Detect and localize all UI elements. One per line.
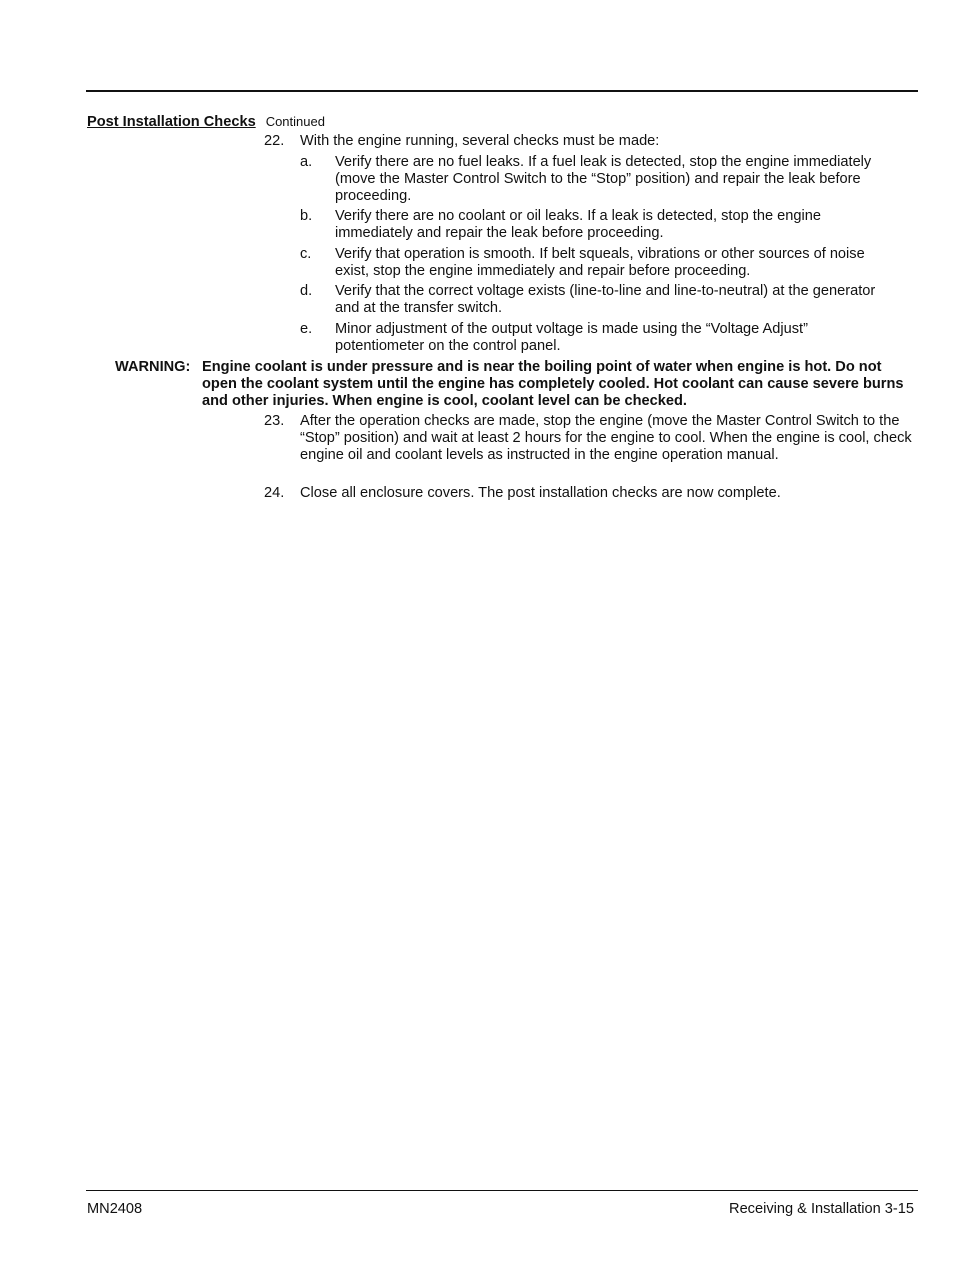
- item-text: Verify there are no fuel leaks. If a fuel leak is detected, stop the engine immediately (move the Master Control Switch to the “Stop” position) and repair the leak before proceeding.: [335, 154, 872, 204]
- step-number: 23.: [264, 413, 285, 429]
- step-22-item-b: [300, 208, 880, 242]
- header-rule: [86, 90, 918, 92]
- step-text: With the engine running, several checks must be made:: [300, 133, 660, 149]
- item-text: Verify that operation is smooth. If belt squeals, vibrations or other sources of noise exist, stop the engine immediately and repair before proceeding.: [335, 246, 865, 279]
- step-22-item-a: [300, 154, 880, 205]
- item-letter: e.: [300, 321, 313, 337]
- step-text: After the operation checks are made, stop the engine (move the Master Control Switch to the “Stop” position) and wait at least 2 hours for the engine to cool. When the engine is cool, check engine oil and coolant levels as instructed in the engine operation manual.: [300, 413, 912, 463]
- section-title: Post Installation Checks: [87, 114, 256, 130]
- step-22: [264, 133, 918, 150]
- section-heading: [87, 113, 325, 131]
- step-22-item-c: [300, 246, 880, 280]
- step-number: 22.: [264, 133, 285, 149]
- footer-rule: [86, 1190, 918, 1191]
- step-23: [264, 413, 918, 464]
- item-letter: d.: [300, 283, 313, 299]
- item-letter: a.: [300, 154, 313, 170]
- step-text: Close all enclosure covers. The post installation checks are now complete.: [300, 485, 781, 501]
- step-22-item-e: [300, 321, 880, 355]
- warning-text: Engine coolant is under pressure and is near the boiling point of water when engine is hot. Do not open the coolant system until the engine has completely cooled. Hot coolant can cause severe burns and other injuries. When engine is cool, coolant level can be checked.: [202, 359, 904, 409]
- footer-doc-id: MN2408: [87, 1201, 143, 1217]
- item-text: Verify there are no coolant or oil leaks. If a leak is detected, stop the engine immediately and repair the leak before proceeding.: [335, 208, 821, 241]
- item-letter: b.: [300, 208, 313, 224]
- step-22-item-d: [300, 283, 880, 317]
- step-number: 24.: [264, 485, 285, 501]
- footer-page-label: Receiving & Installation 3-15: [729, 1201, 914, 1217]
- warning-label: WARNING:: [115, 359, 191, 375]
- item-text: Verify that the correct voltage exists (line-to-line and line-to-neutral) at the generator and at the transfer switch.: [335, 283, 876, 316]
- continued-label: Continued: [265, 114, 325, 129]
- step-24: [264, 485, 918, 502]
- warning-block: [115, 359, 905, 410]
- item-text: Minor adjustment of the output voltage is made using the “Voltage Adjust” potentiometer on the control panel.: [335, 321, 808, 354]
- item-letter: c.: [300, 246, 312, 262]
